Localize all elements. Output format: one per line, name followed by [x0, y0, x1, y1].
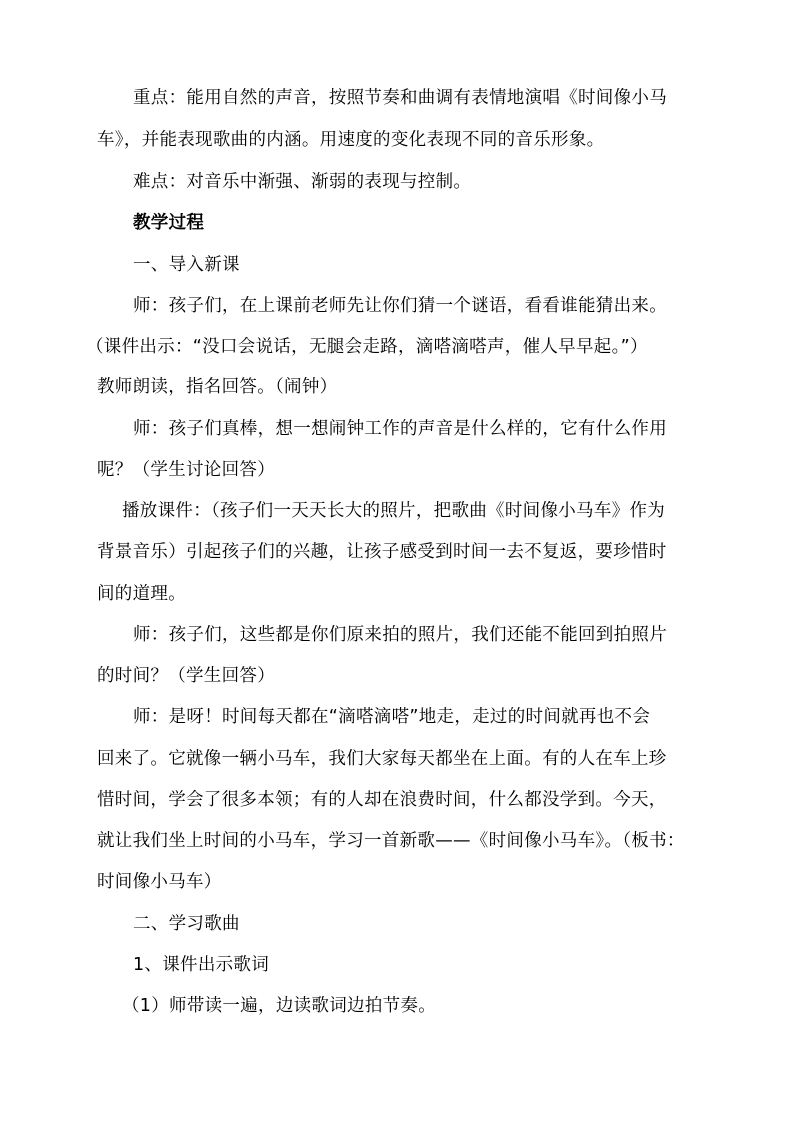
- text-line: 的时间？（学生回答）: [97, 666, 275, 686]
- text-line: （课件出示：“没口会说话，无腿会走路，滴嗒滴嗒声，催人早早起。”）: [86, 337, 648, 357]
- text-line: 车》，并能表现歌曲的内涵。用速度的变化表现不同的音乐形象。: [97, 130, 605, 150]
- text-line: 时间像小马车）: [97, 872, 222, 892]
- text-line: 回来了。它就像一辆小马车，我们大家每天都坐在上面。有的人在车上珍: [97, 749, 667, 769]
- text-line: 师：孩子们真棒，想一想闹钟工作的声音是什么样的，它有什么作用: [133, 419, 667, 439]
- text-line: 就让我们坐上时间的小马车，学习一首新歌——《时间像小马车》。（板书：: [97, 831, 685, 851]
- text-line: 师：是呀！时间每天都在“滴嗒滴嗒”地走，走过的时间就再也不会: [133, 707, 651, 727]
- text-line: 教师朗读，指名回答。（闹钟）: [97, 377, 338, 397]
- text-line: 重点：能用自然的声音，按照节奏和曲调有表情地演唱《时间像小马: [133, 88, 667, 108]
- text-line: 背景音乐）引起孩子们的兴趣，让孩子感受到时间一去不复返，要珍惜时: [97, 542, 667, 562]
- section-heading: 教学过程: [133, 213, 205, 233]
- text-line: 间的道理。: [97, 584, 186, 604]
- text-line: 难点：对音乐中渐强、渐弱的表现与控制。: [133, 172, 472, 192]
- text-line: （1）师带读一遍，边读歌词边拍节奏。: [122, 996, 437, 1016]
- text-line: 播放课件：（孩子们一天天长大的照片，把歌曲《时间像小马车》作为: [122, 501, 666, 521]
- section-heading: 一、导入新课: [133, 255, 240, 275]
- text-line: 1、课件出示歌词: [133, 955, 270, 975]
- text-line: 师：孩子们，这些都是你们原来拍的照片，我们还能不能回到拍照片: [133, 625, 667, 645]
- text-line: 师：孩子们，在上课前老师先让你们猜一个谜语，看看谁能猜出来。: [133, 296, 667, 316]
- text-line: 惜时间，学会了很多本领；有的人却在浪费时间，什么都没学到。今天，: [97, 790, 667, 810]
- text-line: 呢？（学生讨论回答）: [97, 460, 275, 480]
- section-heading: 二、学习歌曲: [133, 914, 240, 934]
